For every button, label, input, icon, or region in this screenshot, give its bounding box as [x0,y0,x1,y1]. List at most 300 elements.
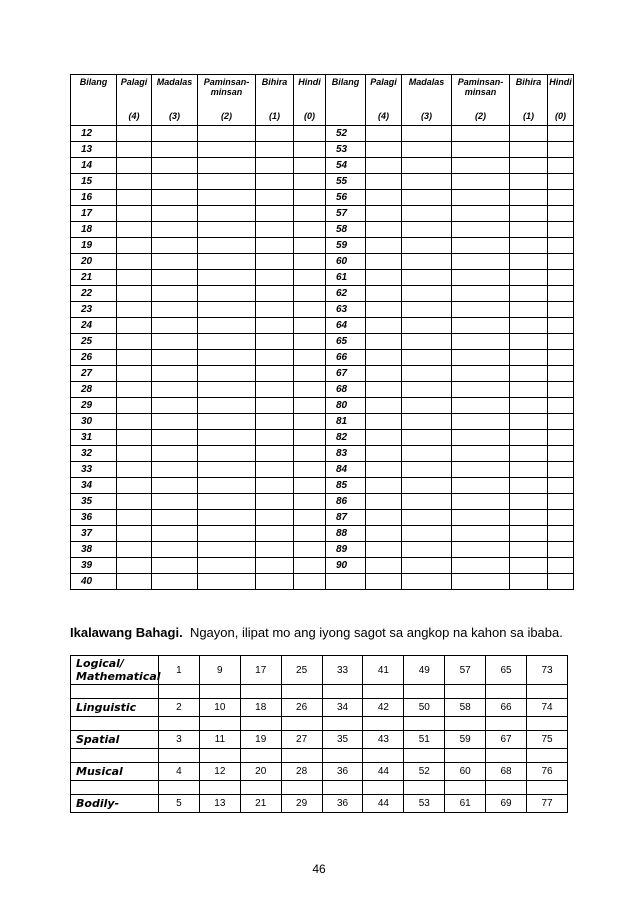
answer-cell[interactable] [548,446,574,462]
answer-cell[interactable] [256,398,294,414]
answer-cell[interactable] [152,382,198,398]
answer-cell[interactable] [199,685,240,699]
answer-cell[interactable] [117,398,152,414]
answer-cell[interactable] [198,190,256,206]
answer-cell[interactable] [199,749,240,763]
answer-cell[interactable] [256,446,294,462]
answer-cell[interactable] [294,222,326,238]
answer-cell[interactable] [294,126,326,142]
answer-cell[interactable] [366,206,402,222]
answer-cell[interactable] [117,510,152,526]
answer-cell[interactable] [548,126,574,142]
answer-cell[interactable] [322,717,363,731]
answer-cell[interactable] [366,286,402,302]
answer-cell[interactable] [510,430,548,446]
answer-cell[interactable] [510,366,548,382]
answer-cell[interactable] [527,749,568,763]
answer-cell[interactable] [366,446,402,462]
answer-cell[interactable] [366,174,402,190]
answer-cell[interactable] [548,558,574,574]
answer-cell[interactable] [256,510,294,526]
answer-cell[interactable] [152,542,198,558]
answer-cell[interactable] [452,238,510,254]
answer-cell[interactable] [117,382,152,398]
answer-cell[interactable] [510,254,548,270]
answer-cell[interactable] [198,350,256,366]
answer-cell[interactable] [366,318,402,334]
answer-cell[interactable] [322,749,363,763]
answer-cell[interactable] [198,526,256,542]
answer-cell[interactable] [548,366,574,382]
answer-cell[interactable] [256,462,294,478]
answer-cell[interactable] [256,206,294,222]
answer-cell[interactable] [322,685,363,699]
answer-cell[interactable] [256,478,294,494]
answer-cell[interactable] [510,526,548,542]
answer-cell[interactable] [510,174,548,190]
answer-cell[interactable] [294,462,326,478]
answer-cell[interactable] [294,574,326,590]
answer-cell[interactable] [256,414,294,430]
answer-cell[interactable] [198,286,256,302]
answer-cell[interactable] [452,430,510,446]
answer-cell[interactable] [152,430,198,446]
answer-cell[interactable] [452,478,510,494]
answer-cell[interactable] [548,542,574,558]
answer-cell[interactable] [117,574,152,590]
answer-cell[interactable] [117,350,152,366]
answer-cell[interactable] [240,781,281,795]
answer-cell[interactable] [152,446,198,462]
answer-cell[interactable] [198,430,256,446]
answer-cell[interactable] [452,142,510,158]
answer-cell[interactable] [198,414,256,430]
answer-cell[interactable] [281,685,322,699]
answer-cell[interactable] [152,142,198,158]
answer-cell[interactable] [294,238,326,254]
answer-cell[interactable] [294,270,326,286]
answer-cell[interactable] [366,398,402,414]
answer-cell[interactable] [152,206,198,222]
answer-cell[interactable] [281,749,322,763]
answer-cell[interactable] [256,158,294,174]
answer-cell[interactable] [510,350,548,366]
answer-cell[interactable] [152,302,198,318]
answer-cell[interactable] [510,574,548,590]
answer-cell[interactable] [402,286,452,302]
answer-cell[interactable] [294,206,326,222]
answer-cell[interactable] [256,350,294,366]
answer-cell[interactable] [294,318,326,334]
answer-cell[interactable] [366,334,402,350]
answer-cell[interactable] [445,781,486,795]
answer-cell[interactable] [198,302,256,318]
answer-cell[interactable] [402,302,452,318]
answer-cell[interactable] [548,142,574,158]
answer-cell[interactable] [256,254,294,270]
answer-cell[interactable] [452,222,510,238]
answer-cell[interactable] [198,318,256,334]
answer-cell[interactable] [402,414,452,430]
answer-cell[interactable] [402,254,452,270]
answer-cell[interactable] [159,749,200,763]
answer-cell[interactable] [548,206,574,222]
answer-cell[interactable] [152,398,198,414]
answer-cell[interactable] [402,526,452,542]
answer-cell[interactable] [402,222,452,238]
answer-cell[interactable] [256,318,294,334]
answer-cell[interactable] [548,254,574,270]
answer-cell[interactable] [71,717,159,731]
answer-cell[interactable] [510,558,548,574]
answer-cell[interactable] [548,238,574,254]
answer-cell[interactable] [510,302,548,318]
answer-cell[interactable] [294,286,326,302]
answer-cell[interactable] [117,238,152,254]
answer-cell[interactable] [452,510,510,526]
answer-cell[interactable] [402,382,452,398]
answer-cell[interactable] [117,414,152,430]
answer-cell[interactable] [159,717,200,731]
answer-cell[interactable] [152,414,198,430]
answer-cell[interactable] [510,142,548,158]
answer-cell[interactable] [256,238,294,254]
answer-cell[interactable] [402,334,452,350]
answer-cell[interactable] [486,717,527,731]
answer-cell[interactable] [294,558,326,574]
answer-cell[interactable] [117,222,152,238]
answer-cell[interactable] [548,414,574,430]
answer-cell[interactable] [256,574,294,590]
answer-cell[interactable] [117,254,152,270]
answer-cell[interactable] [71,749,159,763]
answer-cell[interactable] [452,206,510,222]
answer-cell[interactable] [117,494,152,510]
answer-cell[interactable] [256,126,294,142]
answer-cell[interactable] [510,414,548,430]
answer-cell[interactable] [152,494,198,510]
answer-cell[interactable] [402,174,452,190]
answer-cell[interactable] [198,254,256,270]
answer-cell[interactable] [152,366,198,382]
answer-cell[interactable] [510,478,548,494]
answer-cell[interactable] [510,462,548,478]
answer-cell[interactable] [548,494,574,510]
answer-cell[interactable] [510,126,548,142]
answer-cell[interactable] [256,286,294,302]
answer-cell[interactable] [152,510,198,526]
answer-cell[interactable] [198,462,256,478]
answer-cell[interactable] [402,510,452,526]
answer-cell[interactable] [366,430,402,446]
answer-cell[interactable] [527,717,568,731]
answer-cell[interactable] [198,270,256,286]
answer-cell[interactable] [548,222,574,238]
answer-cell[interactable] [548,382,574,398]
answer-cell[interactable] [117,190,152,206]
answer-cell[interactable] [117,462,152,478]
answer-cell[interactable] [294,334,326,350]
answer-cell[interactable] [366,350,402,366]
answer-cell[interactable] [510,446,548,462]
answer-cell[interactable] [366,542,402,558]
answer-cell[interactable] [366,158,402,174]
answer-cell[interactable] [452,286,510,302]
answer-cell[interactable] [402,398,452,414]
answer-cell[interactable] [404,685,445,699]
answer-cell[interactable] [510,510,548,526]
answer-cell[interactable] [510,190,548,206]
answer-cell[interactable] [198,542,256,558]
answer-cell[interactable] [363,781,404,795]
answer-cell[interactable] [256,222,294,238]
answer-cell[interactable] [486,749,527,763]
answer-cell[interactable] [198,382,256,398]
answer-cell[interactable] [452,446,510,462]
answer-cell[interactable] [281,717,322,731]
answer-cell[interactable] [198,494,256,510]
answer-cell[interactable] [294,366,326,382]
answer-cell[interactable] [240,749,281,763]
answer-cell[interactable] [402,558,452,574]
answer-cell[interactable] [294,542,326,558]
answer-cell[interactable] [256,302,294,318]
answer-cell[interactable] [452,414,510,430]
answer-cell[interactable] [452,126,510,142]
answer-cell[interactable] [366,510,402,526]
answer-cell[interactable] [152,286,198,302]
answer-cell[interactable] [402,318,452,334]
answer-cell[interactable] [117,142,152,158]
answer-cell[interactable] [152,174,198,190]
answer-cell[interactable] [256,382,294,398]
answer-cell[interactable] [366,190,402,206]
answer-cell[interactable] [486,685,527,699]
answer-cell[interactable] [402,494,452,510]
answer-cell[interactable] [117,126,152,142]
answer-cell[interactable] [510,494,548,510]
answer-cell[interactable] [402,190,452,206]
answer-cell[interactable] [452,542,510,558]
answer-cell[interactable] [402,206,452,222]
answer-cell[interactable] [366,254,402,270]
answer-cell[interactable] [152,270,198,286]
answer-cell[interactable] [256,142,294,158]
answer-cell[interactable] [159,685,200,699]
answer-cell[interactable] [198,238,256,254]
answer-cell[interactable] [402,478,452,494]
answer-cell[interactable] [548,302,574,318]
answer-cell[interactable] [294,510,326,526]
answer-cell[interactable] [452,254,510,270]
answer-cell[interactable] [510,334,548,350]
answer-cell[interactable] [198,334,256,350]
answer-cell[interactable] [117,558,152,574]
answer-cell[interactable] [294,398,326,414]
answer-cell[interactable] [256,190,294,206]
answer-cell[interactable] [452,462,510,478]
answer-cell[interactable] [117,542,152,558]
answer-cell[interactable] [294,446,326,462]
answer-cell[interactable] [366,558,402,574]
answer-cell[interactable] [402,366,452,382]
answer-cell[interactable] [294,174,326,190]
answer-cell[interactable] [152,254,198,270]
answer-cell[interactable] [199,717,240,731]
answer-cell[interactable] [117,526,152,542]
answer-cell[interactable] [363,749,404,763]
answer-cell[interactable] [256,558,294,574]
answer-cell[interactable] [402,270,452,286]
answer-cell[interactable] [198,558,256,574]
answer-cell[interactable] [548,430,574,446]
answer-cell[interactable] [452,270,510,286]
answer-cell[interactable] [256,526,294,542]
answer-cell[interactable] [402,462,452,478]
answer-cell[interactable] [240,717,281,731]
answer-cell[interactable] [366,270,402,286]
answer-cell[interactable] [256,430,294,446]
answer-cell[interactable] [152,526,198,542]
answer-cell[interactable] [402,126,452,142]
answer-cell[interactable] [404,749,445,763]
answer-cell[interactable] [294,526,326,542]
answer-cell[interactable] [548,574,574,590]
answer-cell[interactable] [548,270,574,286]
answer-cell[interactable] [402,574,452,590]
answer-cell[interactable] [510,286,548,302]
answer-cell[interactable] [452,398,510,414]
answer-cell[interactable] [363,717,404,731]
answer-cell[interactable] [117,478,152,494]
answer-cell[interactable] [256,494,294,510]
answer-cell[interactable] [256,174,294,190]
answer-cell[interactable] [199,781,240,795]
answer-cell[interactable] [240,685,281,699]
answer-cell[interactable] [198,366,256,382]
answer-cell[interactable] [294,478,326,494]
answer-cell[interactable] [452,494,510,510]
answer-cell[interactable] [198,446,256,462]
answer-cell[interactable] [281,781,322,795]
answer-cell[interactable] [527,781,568,795]
answer-cell[interactable] [402,158,452,174]
answer-cell[interactable] [452,574,510,590]
answer-cell[interactable] [402,350,452,366]
answer-cell[interactable] [402,446,452,462]
answer-cell[interactable] [548,398,574,414]
answer-cell[interactable] [198,398,256,414]
answer-cell[interactable] [256,270,294,286]
answer-cell[interactable] [402,142,452,158]
answer-cell[interactable] [198,222,256,238]
answer-cell[interactable] [404,781,445,795]
answer-cell[interactable] [152,462,198,478]
answer-cell[interactable] [294,190,326,206]
answer-cell[interactable] [366,462,402,478]
answer-cell[interactable] [152,350,198,366]
answer-cell[interactable] [402,238,452,254]
answer-cell[interactable] [548,286,574,302]
answer-cell[interactable] [548,190,574,206]
answer-cell[interactable] [510,318,548,334]
answer-cell[interactable] [117,318,152,334]
answer-cell[interactable] [71,781,159,795]
answer-cell[interactable] [452,302,510,318]
answer-cell[interactable] [548,510,574,526]
answer-cell[interactable] [445,749,486,763]
answer-cell[interactable] [366,126,402,142]
answer-cell[interactable] [548,478,574,494]
answer-cell[interactable] [452,158,510,174]
answer-cell[interactable] [152,222,198,238]
answer-cell[interactable] [548,462,574,478]
answer-cell[interactable] [152,190,198,206]
answer-cell[interactable] [366,222,402,238]
answer-cell[interactable] [452,366,510,382]
answer-cell[interactable] [198,510,256,526]
answer-cell[interactable] [294,142,326,158]
answer-cell[interactable] [294,254,326,270]
answer-cell[interactable] [548,158,574,174]
answer-cell[interactable] [152,574,198,590]
answer-cell[interactable] [452,334,510,350]
answer-cell[interactable] [117,366,152,382]
answer-cell[interactable] [548,318,574,334]
answer-cell[interactable] [117,430,152,446]
answer-cell[interactable] [452,174,510,190]
answer-cell[interactable] [452,350,510,366]
answer-cell[interactable] [510,238,548,254]
answer-cell[interactable] [198,574,256,590]
answer-cell[interactable] [445,685,486,699]
answer-cell[interactable] [510,542,548,558]
answer-cell[interactable] [294,430,326,446]
answer-cell[interactable] [510,270,548,286]
answer-cell[interactable] [256,542,294,558]
answer-cell[interactable] [294,350,326,366]
answer-cell[interactable] [452,382,510,398]
answer-cell[interactable] [527,685,568,699]
answer-cell[interactable] [404,717,445,731]
answer-cell[interactable] [198,206,256,222]
answer-cell[interactable] [366,478,402,494]
answer-cell[interactable] [366,382,402,398]
answer-cell[interactable] [486,781,527,795]
answer-cell[interactable] [152,238,198,254]
answer-cell[interactable] [366,302,402,318]
answer-cell[interactable] [402,542,452,558]
answer-cell[interactable] [117,158,152,174]
answer-cell[interactable] [152,334,198,350]
answer-cell[interactable] [366,494,402,510]
answer-cell[interactable] [322,781,363,795]
answer-cell[interactable] [510,206,548,222]
answer-cell[interactable] [198,142,256,158]
answer-cell[interactable] [548,334,574,350]
answer-cell[interactable] [452,526,510,542]
answer-cell[interactable] [294,158,326,174]
answer-cell[interactable] [445,717,486,731]
answer-cell[interactable] [452,558,510,574]
answer-cell[interactable] [159,781,200,795]
answer-cell[interactable] [152,126,198,142]
answer-cell[interactable] [510,158,548,174]
answer-cell[interactable] [117,206,152,222]
answer-cell[interactable] [363,685,404,699]
answer-cell[interactable] [548,350,574,366]
answer-cell[interactable] [198,126,256,142]
